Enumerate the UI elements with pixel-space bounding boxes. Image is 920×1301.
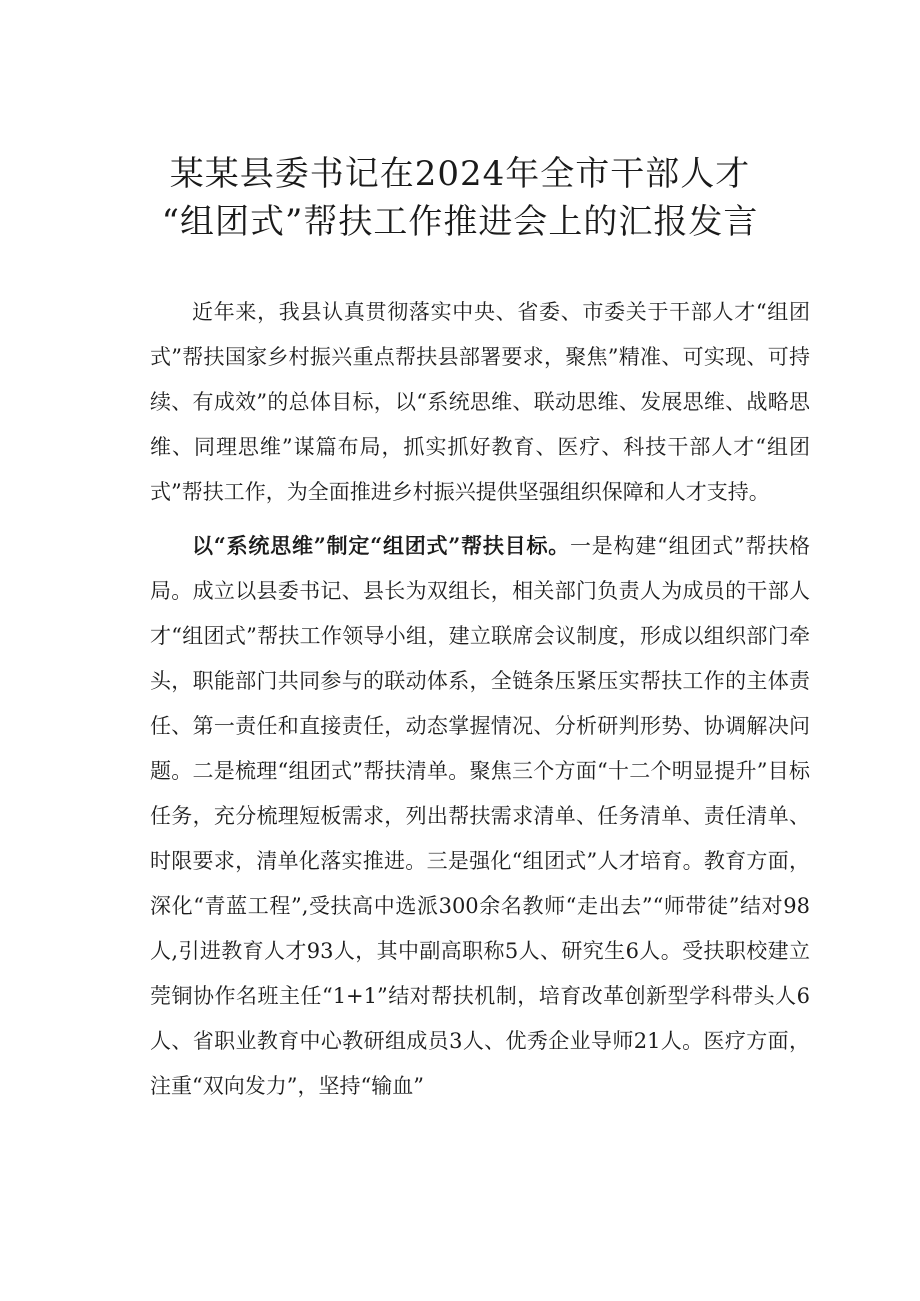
document-body: [150, 290, 810, 1117]
title-line-1: 某某县委书记在2024年全市干部人才: [169, 154, 751, 194]
section-1-heading: 以“系统思维”制定“组团式”帮扶目标。: [192, 533, 571, 558]
paragraph-intro: [150, 290, 810, 515]
paragraph-intro-text: 近年来，我县认真贯彻落实中央、省委、市委关于干部人才“组团式”帮扶国家乡村振兴重点帮扶县部署要求，聚焦”精准、可实现、可持续、有成效”的总体目标，以“系统思维、联动思维、发展思维、战略思维、同理思维”谋篇布局，抓实抓好教育、医疗、科技干部人才“组团式”帮扶工作，为全面推进乡村振兴提供坚强组织保障和人才支持。: [150, 300, 810, 504]
paragraph-section-1: [150, 523, 810, 1109]
section-1-text: 一是构建“组团式”帮扶格局。成立以县委书记、县长为双组长，相关部门负责人为成员的干部人才“组团式”帮扶工作领导小组，建立联席会议制度，形成以组织部门牵头，职能部门共同参与的联动体系，全链条压紧压实帮扶工作的主体责任、第一责任和直接责任，动态掌握情况、分析研判形势、协调解决问题。二是梳理“组团式”帮扶清单。聚焦三个方面“十二个明显提升”目标任务，充分梳理短板需求，列出帮扶需求清单、任务清单、责任清单、时限要求，清单化落实推进。三是强化“组团式”人才培育。教育方面，深化“青蓝工程”,受扶高中选派300余名教师“走出去”“师带徒”结对98人,引进教育人才93人，其中副高职称5人、研究生6人。受扶职校建立莞铜协作名班主任“1+1”结对帮扶机制，培育改革创新型学科带头人6人、省职业教育中心教研组成员3人、优秀企业导师21人。医疗方面，注重“双向发力”，坚持“输血”: [150, 534, 810, 1098]
document-title: [0, 150, 920, 246]
title-line-2: “组团式”帮扶工作推进会上的汇报发言: [161, 202, 759, 242]
